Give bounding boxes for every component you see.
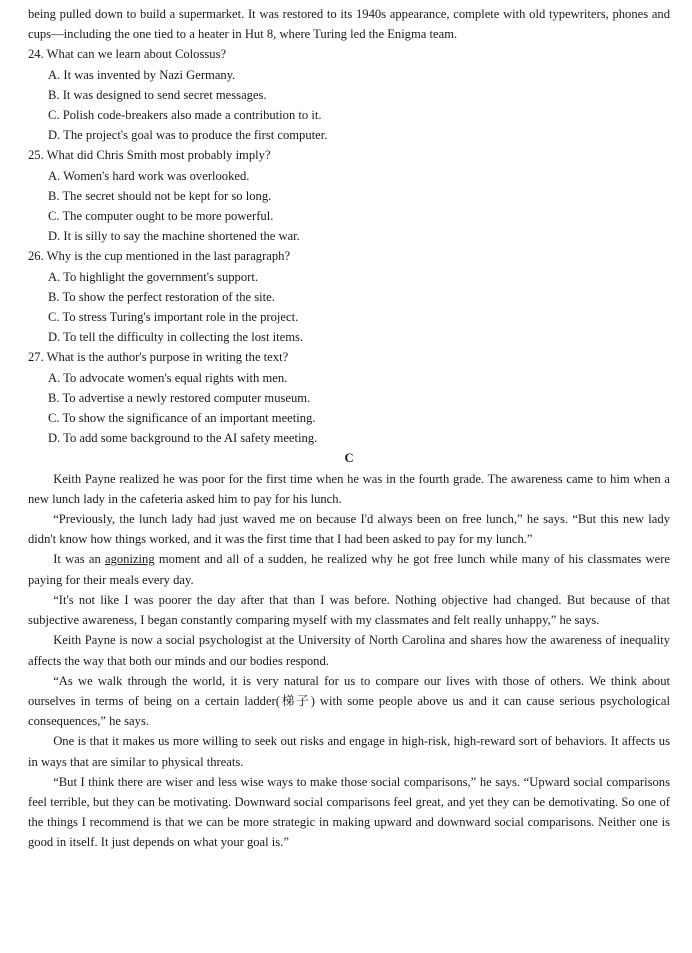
question-26 [28,246,670,347]
intro-paragraph: being pulled down to build a supermarket. It was restored to its 1940s appearance, complete with old typewriters, phones and cups—including the one tied to a heater in Hut 8, where Turing led the Enigma team. [28,7,670,42]
question-stem: 24. What can we learn about Colossus? [28,47,227,62]
passage-paragraph-8: “But I think there are wiser and less wise ways to make those social comparisons,” he says. “Upward social comparisons feel terrible, but they can be motivating. Downward social comparisons feel great, and yet they can be demotivating. So one of the things I recommend is that we can be more strategic in making upward and downward social comparisons. Neither one is good in itself. It just depends on what your goal is.” [28,774,670,850]
question-stem: 26. Why is the cup mentioned in the last paragraph? [28,249,291,264]
passage-paragraph-1: Keith Payne realized he was poor for the first time when he was in the fourth grade. The awareness came to him when a new lunch lady in the cafeteria asked him to pay for his lunch. [28,471,670,506]
option-d: D. To tell the difficulty in collecting the lost items. [48,330,304,345]
passage-paragraph-2: “Previously, the lunch lady had just waved me on because I'd always been on free lunch,” he says. “But this new lady didn't know how things worked, and it was the first time that I had been asked to pay for my lunch.” [28,512,670,547]
option-d: D. The project's goal was to produce the first computer. [48,128,328,143]
option-c: C. To show the significance of an important meeting. [48,411,316,426]
option-b: B. To advertise a newly restored computer museum. [48,390,311,405]
passage-paragraph-6: “As we walk through the world, it is very natural for us to compare our lives with those of others. We think about ourselves in terms of being on a certain ladder(梯子) with some people above us and it can cause serious psychological consequences,” he says. [28,673,670,729]
option-c: C. The computer ought to be more powerful. [48,209,274,224]
section-heading: C [344,451,354,466]
option-a: A. To advocate women's equal rights with men. [48,370,288,385]
passage-paragraph-7: One is that it makes us more willing to seek out risks and engage in high-risk, high-reward sort of behaviors. It affects us in ways that are similar to physical threats. [28,734,670,769]
paragraph-text-after: moment and all of a sudden, he realized why he got free lunch while many of his classmates were paying for their meals every day. [28,552,670,587]
option-c: C. Polish code-breakers also made a contribution to it. [48,108,322,123]
passage-paragraph-4: “It's not like I was poorer the day after that than I was before. Nothing objective had changed. But because of that subjective awareness, I began constantly comparing myself with my classmates and felt really unhappy,” he says. [28,592,670,628]
paragraph-text-before: It was an [53,552,105,567]
underlined-word: agonizing [104,552,155,567]
question-25 [28,145,670,246]
option-b: B. The secret should not be kept for so long. [48,188,272,203]
option-d: D. It is silly to say the machine shortened the war. [48,229,300,244]
option-a: A. To highlight the government's support. [48,269,258,284]
option-b: B. It was designed to send secret messages. [48,87,267,102]
option-a: A. It was invented by Nazi Germany. [48,67,236,82]
option-d: D. To add some background to the AI safety meeting. [48,431,318,446]
question-24 [28,44,670,145]
option-b: B. To show the perfect restoration of the site. [48,289,275,304]
question-27 [28,347,670,448]
page-content [28,4,670,853]
passage-paragraph-3 [28,549,670,589]
option-c: C. To stress Turing's important role in the project. [48,310,299,325]
question-stem: 25. What did Chris Smith most probably imply? [28,148,271,163]
option-a: A. Women's hard work was overlooked. [48,168,250,183]
passage-paragraph-5: Keith Payne is now a social psychologist at the University of North Carolina and shares how the awareness of inequality affects the way that both our minds and our bodies respond. [28,633,670,668]
question-stem: 27. What is the author's purpose in writing the text? [28,350,289,365]
